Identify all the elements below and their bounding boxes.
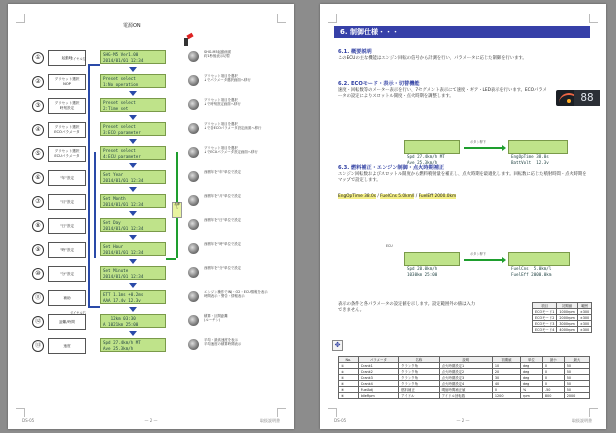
flow-step — [8, 50, 294, 74]
flow-line — [94, 152, 96, 258]
left-page — [8, 4, 294, 429]
table-cell: アイドル — [399, 393, 440, 399]
table-cell: 50 — [564, 369, 589, 375]
column-header: 単位 — [520, 357, 542, 363]
flow-step — [8, 242, 294, 266]
lcd-distance: Spd 20.0km/h 1030km 25:00 — [404, 252, 460, 266]
table-cell: deg — [520, 375, 542, 381]
flow-step — [8, 146, 294, 170]
column-header: 範囲 — [577, 303, 591, 309]
table-cell: Crank4 — [358, 381, 398, 387]
table-cell: 0 — [542, 363, 564, 369]
table-cell: 1000rpm — [557, 309, 577, 315]
chapter-title: 6. 制御仕様・・・ — [334, 26, 590, 38]
step-label: 速度 — [48, 338, 86, 354]
dial-knob-icon — [188, 291, 199, 302]
dial-left-tag: ダイヤル左 — [70, 57, 86, 61]
flow-step — [8, 218, 294, 242]
table-cell: クランク角 — [399, 363, 440, 369]
step-label: プリセット選択 ECOパラメータ — [48, 122, 86, 138]
step-label: 起動時 — [48, 50, 86, 66]
table-cell: Crank3 — [358, 375, 398, 381]
section-title: 6.3. 燃料補正・エンジン制御・点火時期補正 — [338, 165, 445, 171]
table-cell: ECOモード3 — [533, 321, 557, 327]
table-cell: FuelAdj — [358, 387, 398, 393]
table-cell: -50 — [542, 387, 564, 393]
table-cell: ECOモード4 — [533, 327, 557, 333]
step-number: ⑦ — [32, 196, 44, 208]
step-label: "時"設定 — [48, 242, 86, 258]
table-cell: deg — [520, 369, 542, 375]
step-label: 距離/時間 — [48, 314, 86, 330]
lcd-screen: Preset select 2:Time set — [100, 98, 166, 112]
table-cell: ECOモード1 — [533, 309, 557, 315]
table-cell: ① — [339, 363, 359, 369]
table-cell: 点火時期設定2 — [439, 369, 492, 375]
flow-step — [8, 98, 294, 122]
ecu-label: ECU — [386, 244, 393, 248]
step-description: SHG-M5起動画面 約1秒後表示切替 — [204, 50, 232, 59]
table-header-row — [339, 357, 590, 363]
settings-table — [532, 302, 592, 333]
table-cell: ±300 — [577, 309, 591, 315]
step-number: ② — [32, 76, 44, 88]
column-header: 説明 — [439, 357, 492, 363]
column-header: 項目 — [533, 303, 557, 309]
table-cell: 30 — [492, 375, 520, 381]
table-cell: 1200 — [492, 393, 520, 399]
step-number: ⑩ — [32, 268, 44, 280]
margin-mark — [16, 14, 25, 23]
table-cell: ② — [339, 369, 359, 375]
section-title: 6.2. ECOモード・表示・切替機能 — [338, 81, 420, 87]
table-cell: 点火時期設定1 — [439, 363, 492, 369]
long-press-tag: 長押し — [172, 202, 182, 218]
note-text: 表示の条件と各パラメータの設定値を示します。設定範囲外の値は入力できません。 — [338, 302, 476, 314]
table-cell: 0 — [542, 369, 564, 375]
lcd-screen: Set Day 2014/01/01 12:34 — [100, 218, 166, 232]
step-label: "分"設定 — [48, 266, 86, 282]
step-description: 西暦年を"年"単位で設定 — [204, 170, 242, 174]
step-number: ⑤ — [32, 148, 44, 160]
table-cell: 10 — [492, 363, 520, 369]
step-number: ⑧ — [32, 220, 44, 232]
section-text: このECUの主な機能はエンジン回転の信号から計測を行い、パラメータに応じた制御を行います。 — [338, 56, 527, 61]
table-cell: deg — [520, 363, 542, 369]
right-page — [320, 4, 606, 429]
dial-knob-icon — [188, 195, 199, 206]
column-header: No. — [339, 357, 359, 363]
table-cell: 50 — [564, 375, 589, 381]
table-cell: 4000rpm — [557, 327, 577, 333]
step-label: "月"設定 — [48, 194, 86, 210]
table-cell: 800 — [542, 393, 564, 399]
dial-knob-icon — [188, 339, 199, 350]
arrow-icon — [464, 147, 502, 149]
step-label: プリセット選択 NOP — [48, 74, 86, 90]
table-cell: ⑥ — [339, 393, 359, 399]
table-cell: 20 — [492, 369, 520, 375]
table-cell: rpm — [520, 393, 542, 399]
lcd-screen: Spd 27.4km/h MT Ave 25.3km/h — [100, 338, 166, 352]
flow-line — [88, 64, 100, 66]
table-cell: 50 — [564, 381, 589, 387]
table-row — [533, 327, 592, 333]
table-cell: 50 — [564, 387, 589, 393]
table-cell: ±300 — [577, 321, 591, 327]
down-arrow-icon — [129, 235, 137, 240]
step-description: 西暦年を"分"単位で設定 — [204, 266, 242, 270]
dial-knob-icon — [188, 171, 199, 182]
lcd-screen: Preset select 4:ECU parameter — [100, 146, 166, 160]
down-arrow-icon — [129, 91, 137, 96]
column-header: パラメータ — [358, 357, 398, 363]
table-cell: 3000rpm — [557, 321, 577, 327]
lcd-fuel: FuelCns 5.0km/l FuelEff 2000.0km — [508, 252, 570, 266]
step-label: "日"設定 — [48, 218, 86, 234]
column-header: 初期値 — [557, 303, 577, 309]
flow-step — [8, 170, 294, 194]
move-handle-icon[interactable]: ✥ — [332, 340, 343, 351]
step-number: ① — [32, 52, 44, 64]
dial-knob-icon — [188, 315, 199, 326]
column-header: 最大 — [564, 357, 589, 363]
lcd-speed: Spd 27.4km/h MT Ave 25.3km/h — [404, 140, 460, 154]
parameter-table — [338, 356, 590, 399]
flow-line — [166, 258, 176, 260]
power-switch-icon — [184, 34, 194, 46]
section-text: 速度・回転数等のメーター表示を行い、7セグメント表示にて速度・ギア・LED表示を行います。ECOパラメータの設定によりスロットル開度・点火時期を調整します。 — [338, 88, 547, 100]
dial-knob-icon — [188, 243, 199, 254]
table-cell: ECOモード2 — [533, 315, 557, 321]
column-header: 初期値 — [492, 357, 520, 363]
table-cell: 燃料補正 — [399, 387, 440, 393]
lcd-screen: Set Minute 2014/01/01 12:34 — [100, 266, 166, 280]
down-arrow-icon — [129, 283, 137, 288]
seven-segment-display: 88 — [574, 90, 600, 106]
down-arrow-icon — [129, 307, 137, 312]
lcd-screen: Preset select 3:ECO parameter — [100, 122, 166, 136]
table-cell: ±300 — [577, 315, 591, 321]
down-arrow-icon — [129, 187, 137, 192]
right-footer: DS-05 — 2 — 取扱説明書 — [334, 418, 592, 423]
margin-mark — [277, 14, 286, 23]
down-arrow-icon — [129, 67, 137, 72]
step-description: プリセット項目を選択 ↓でパラメータ選択画面へ移行 — [204, 74, 251, 83]
left-footer: DS-05 — 2 — 取扱説明書 — [22, 418, 280, 423]
table-row — [339, 393, 590, 399]
dial-right-tag: ダイヤル右 — [70, 311, 86, 315]
step-description: 積算・区間距離 (ルーチン) — [204, 314, 228, 323]
section-title: 6.1. 概要説明 — [338, 49, 372, 55]
dial-knob-icon — [188, 267, 199, 278]
flow-line — [88, 64, 90, 306]
step-number: ⑪ — [32, 292, 44, 304]
step-description: プリセット項目を選択 ↓で時刻設定画面へ移行 — [204, 98, 241, 107]
section-text: エンジン回転数およびスロットル開度から燃料噴射量を補正し、点火時期を最適化します。回転数に応じた噴射時間・点火時期をマップで設定します。 — [338, 172, 587, 184]
table-cell: クランク角 — [399, 375, 440, 381]
flow-step — [8, 314, 294, 338]
lcd-screen: ETT 1.1ms +0.2ms AAA 17.4v 12.3v — [100, 290, 166, 304]
flow-step — [8, 122, 294, 146]
step-number: ⑫ — [32, 316, 44, 328]
dial-knob-icon — [188, 147, 199, 158]
table-cell: 0 — [542, 375, 564, 381]
flow-step — [8, 290, 294, 314]
step-number: ⑬ — [32, 340, 44, 352]
step-number: ⑨ — [32, 244, 44, 256]
table-cell: Crank2 — [358, 369, 398, 375]
table-cell: 0 — [542, 381, 564, 387]
table-cell: クランク角 — [399, 369, 440, 375]
lcd-screen: 12km 03:30 A 1021km 25:00 — [100, 314, 166, 328]
down-arrow-icon — [129, 331, 137, 336]
step-label: プリセット選択 時刻設定 — [48, 98, 86, 114]
down-arrow-icon — [129, 139, 137, 144]
down-arrow-icon — [129, 115, 137, 120]
highlight-text: EngOpTime 38.0s / FuelCns 5.0km/l / FuelEff 2000.0km — [338, 194, 457, 199]
table-cell: クランク角 — [399, 381, 440, 387]
power-on-label: 電源ON — [123, 23, 141, 29]
column-header: 名称 — [399, 357, 440, 363]
table-cell: deg — [520, 381, 542, 387]
push-label: ボタン押下 — [470, 140, 486, 144]
step-number: ⑥ — [32, 172, 44, 184]
table-cell: IdleRpm — [358, 393, 398, 399]
flow-line — [88, 306, 100, 308]
table-cell: Crank1 — [358, 363, 398, 369]
step-number: ③ — [32, 100, 44, 112]
dial-knob-icon — [188, 51, 199, 62]
table-cell: 50 — [564, 363, 589, 369]
down-arrow-icon — [129, 259, 137, 264]
step-description: プリセット項目を選択 ↓で各ECOパラメータ設定画面へ移行 — [204, 122, 262, 131]
table-cell: 40 — [492, 381, 520, 387]
lcd-engine: EngOpTime 38.0s BattVolt 12.3v — [508, 140, 568, 154]
table-cell: ④ — [339, 381, 359, 387]
lcd-screen: Set Month 2014/01/01 12:34 — [100, 194, 166, 208]
step-description: 西暦年を"日"単位で設定 — [204, 218, 242, 222]
lcd-screen: Set Year 2014/01/01 12:34 — [100, 170, 166, 184]
push-label: ボタン押下 — [470, 252, 486, 256]
step-label: 補助 — [48, 290, 86, 306]
table-cell: 噴射時間補正値 — [439, 387, 492, 393]
table-cell: ③ — [339, 375, 359, 381]
lcd-screen: SHG-M5 Ver1.00 2014/01/01 12:34 — [100, 50, 166, 64]
table-cell: 2000 — [564, 393, 589, 399]
flow-step — [8, 266, 294, 290]
flow-step — [8, 74, 294, 98]
table-cell: 点火時期設定3 — [439, 375, 492, 381]
dial-knob-icon — [188, 75, 199, 86]
margin-mark — [589, 14, 598, 23]
dial-knob-icon — [188, 123, 199, 134]
margin-mark — [328, 14, 337, 23]
step-label: プリセット選択 ECUパラメータ — [48, 146, 86, 162]
step-description: 西暦年を"月"単位で設定 — [204, 194, 242, 198]
dial-knob-icon — [188, 219, 199, 230]
table-cell: 点火時期設定4 — [439, 381, 492, 387]
table-cell: ±300 — [577, 327, 591, 333]
dial-knob-icon — [188, 99, 199, 110]
table-cell: % — [520, 387, 542, 393]
step-number: ④ — [32, 124, 44, 136]
table-cell: アイドル回転数 — [439, 393, 492, 399]
step-description: エンジン操作でINJ・O2・ECU情報を表示 時間表示・警告・情報表示 — [204, 290, 268, 299]
table-header-row — [533, 303, 592, 309]
column-header: 最小 — [542, 357, 564, 363]
lcd-screen: Set Hour 2014/01/01 12:34 — [100, 242, 166, 256]
flow-step — [8, 194, 294, 218]
step-description: プリセット項目を選択 ↓でECUパラメータ設定画面へ移行 — [204, 146, 258, 155]
arrow-icon — [464, 259, 502, 261]
table-cell: ⑤ — [339, 387, 359, 393]
step-label: "年"設定 — [48, 170, 86, 186]
lcd-screen: Preset select 1:No operation — [100, 74, 166, 88]
table-cell: 0 — [492, 387, 520, 393]
step-description: 西暦年を"時"単位で設定 — [204, 242, 242, 246]
step-description: 平均・最高速度を表示 平均速度の積算時間表示 — [204, 338, 242, 347]
down-arrow-icon — [129, 163, 137, 168]
table-cell: 2000rpm — [557, 315, 577, 321]
flow-step — [8, 338, 294, 362]
down-arrow-icon — [129, 211, 137, 216]
